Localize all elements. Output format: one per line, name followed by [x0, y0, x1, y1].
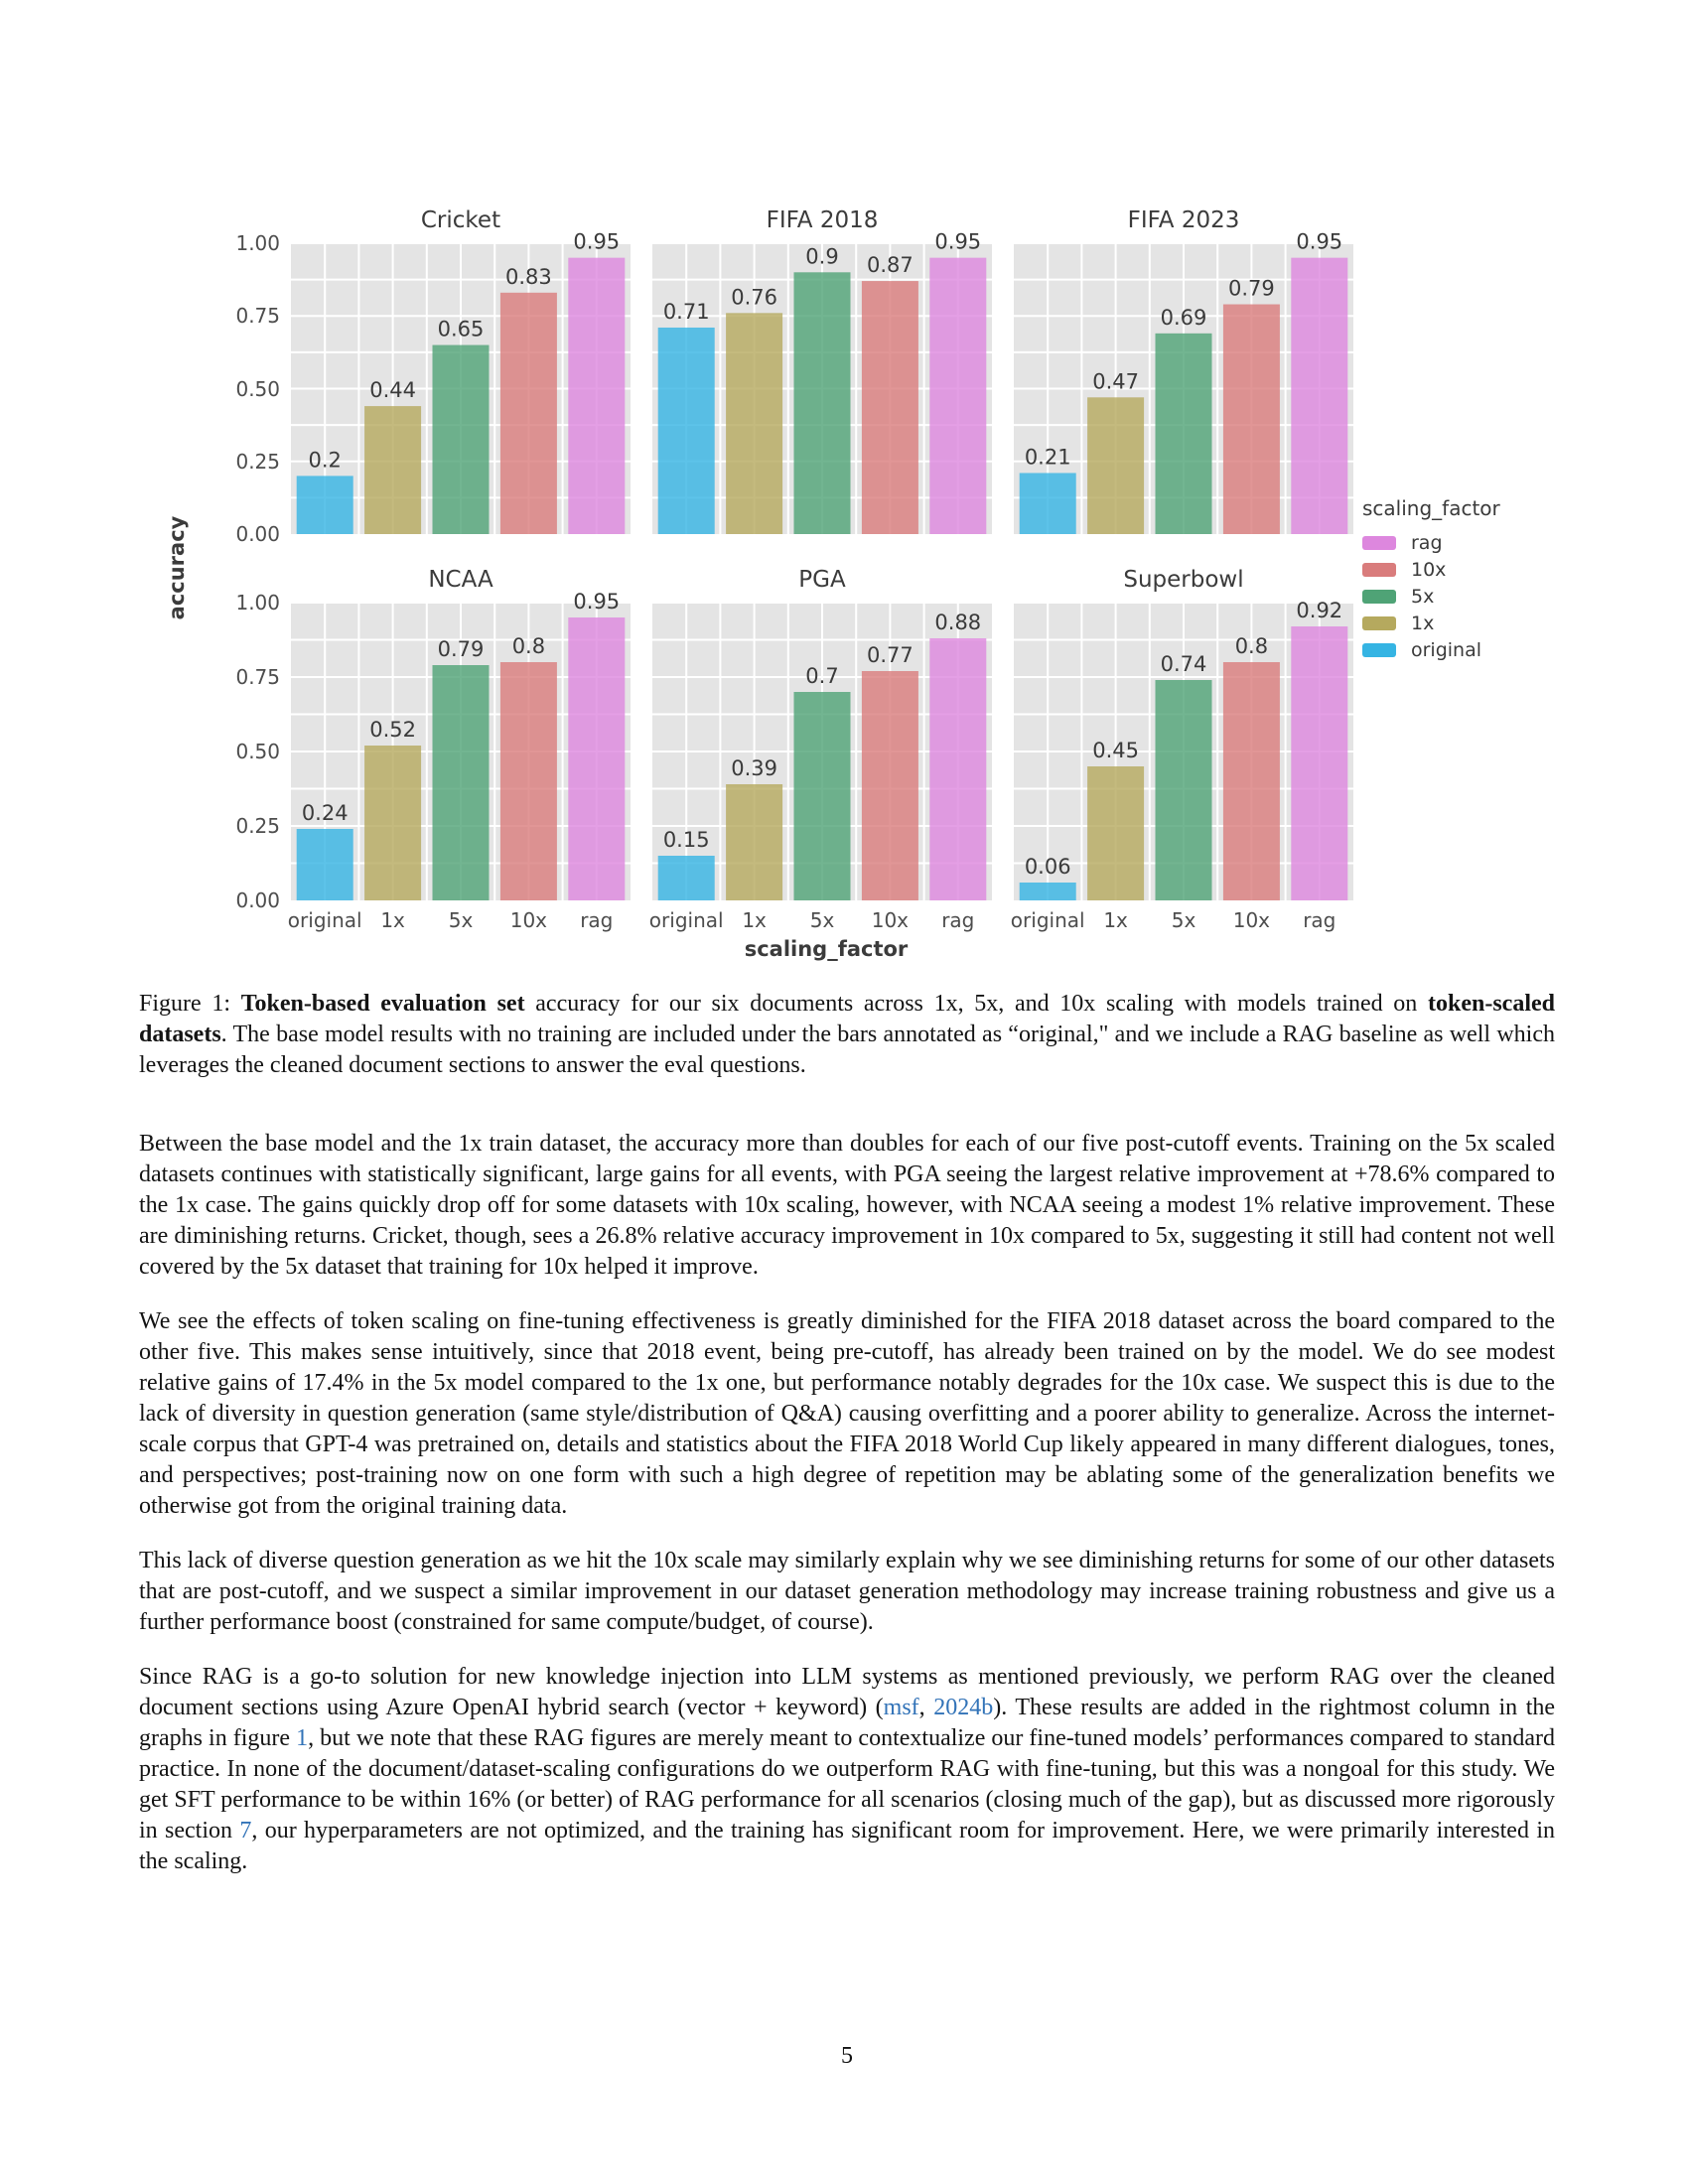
bar-5x: [794, 692, 851, 900]
bar-value-label: 0.87: [867, 253, 914, 278]
bold-text: Token-based evaluation set: [240, 991, 525, 1017]
bar-value-label: 0.92: [1296, 599, 1343, 622]
bar-value-label: 0.95: [573, 229, 621, 254]
bar-5x: [794, 272, 851, 534]
text-run: , our hyperparameters are not optimized, and the training has significant room for improvement. Here, we were primarily interested in the scaling.: [139, 1818, 1555, 1874]
paragraph-4: [139, 1662, 1555, 1877]
bar-value-label: 0.24: [301, 801, 349, 825]
bar-value-label: 0.06: [1024, 855, 1071, 879]
legend-item-1x: [1362, 610, 1500, 636]
bar-value-label: 0.44: [369, 378, 416, 403]
x-tick-label: 5x: [448, 908, 474, 932]
page-number: 5: [841, 2043, 853, 2069]
subplot-title-cricket: Cricket: [420, 207, 501, 233]
bar-original: [297, 476, 353, 534]
y-tick-label: 0.75: [235, 304, 280, 329]
bar-original: [658, 856, 715, 900]
bar-chart-svg: [1014, 599, 1353, 900]
bar-chart-svg: [1014, 229, 1353, 534]
subplot-title-fifa-2023: FIFA 2023: [1127, 207, 1240, 233]
paragraph-2: [139, 1306, 1555, 1522]
bar-chart-svg: [291, 229, 631, 534]
bar-1x: [726, 784, 782, 900]
text-run: Figure 1:: [139, 991, 241, 1017]
legend-item-original: [1362, 636, 1500, 663]
subplot-fifa-2018: [652, 229, 992, 534]
text-run: Between the base model and the 1x train dataset, the accuracy more than doubles for each of our five post-cutoff events. Training on the 5x scaled datasets continues with statistically significant, large gains for all events, with PGA seeing the largest relative improvement at +78.6% compared to the 1x case. The gains quickly drop off for some datasets with 10x scaling, however, with NCAA seeing a modest 1% relative improvement. These are diminishing returns. Cricket, though, sees a 26.8% relative accuracy improvement in 10x compared to 5x, suggesting it still had content not well covered by the 5x dataset that training for 10x helped it improve.: [139, 1131, 1555, 1280]
bar-rag: [568, 258, 625, 534]
legend-label: original: [1411, 638, 1482, 661]
bar-rag: [1291, 626, 1347, 900]
bar-10x: [500, 293, 557, 534]
bar-chart-svg: [291, 590, 631, 900]
text-run: accuracy for our six documents across 1x, 5x, and 10x scaling with models trained on: [524, 991, 1428, 1017]
bar-1x: [1087, 766, 1144, 900]
bar-5x: [433, 345, 490, 534]
bar-value-label: 0.45: [1092, 739, 1139, 762]
bar-value-label: 0.9: [805, 244, 839, 269]
legend-items: [1362, 529, 1500, 663]
legend-title: scaling_factor: [1362, 496, 1500, 520]
legend-item-rag: [1362, 529, 1500, 556]
bar-value-label: 0.7: [805, 664, 839, 688]
bar-rag: [929, 258, 986, 534]
y-tick-label: 1.00: [235, 231, 280, 255]
bar-value-label: 0.95: [1296, 229, 1343, 254]
bar-original: [1020, 473, 1076, 534]
legend-swatch-icon: [1362, 563, 1396, 577]
bar-10x: [862, 671, 918, 900]
bar-10x: [1223, 305, 1280, 534]
paragraph-3: [139, 1546, 1555, 1638]
text-column: [139, 989, 1555, 1901]
bar-value-label: 0.8: [1234, 634, 1269, 658]
bar-value-label: 0.71: [662, 299, 710, 324]
y-tick-label: 1.00: [235, 591, 280, 614]
subplot-title-superbowl: Superbowl: [1123, 567, 1244, 593]
bar-value-label: 0.95: [934, 229, 982, 254]
subplot-title-ncaa: NCAA: [428, 567, 493, 593]
bar-value-label: 0.65: [437, 317, 485, 341]
y-tick-label: 0.00: [235, 522, 280, 546]
y-tick-label: 0.50: [235, 740, 280, 763]
bar-value-label: 0.15: [662, 828, 710, 852]
figure-caption: [139, 989, 1555, 1081]
legend-label: 10x: [1411, 558, 1447, 581]
x-tick-label: rag: [580, 908, 614, 932]
subplot-pga: [652, 603, 992, 900]
bar-10x: [1223, 662, 1280, 900]
bar-value-label: 0.83: [505, 264, 552, 289]
legend-item-10x: [1362, 556, 1500, 583]
x-tick-label: rag: [1303, 908, 1336, 932]
y-tick-label: 0.50: [235, 376, 280, 401]
bar-value-label: 0.79: [437, 637, 485, 661]
bar-value-label: 0.77: [867, 643, 914, 667]
bar-value-label: 0.74: [1160, 652, 1207, 676]
bar-value-label: 0.69: [1160, 305, 1207, 330]
y-tick-label: 0.00: [235, 888, 280, 912]
bar-rag: [568, 617, 625, 900]
bar-value-label: 0.8: [511, 634, 546, 658]
subplot-title-fifa-2018: FIFA 2018: [766, 207, 879, 233]
bar-value-label: 0.79: [1228, 276, 1275, 301]
x-tick-label: 1x: [380, 908, 405, 932]
y-axis-label: accuracy: [165, 515, 189, 620]
bar-original: [658, 328, 715, 534]
bar-chart-svg: [652, 229, 992, 534]
bar-value-label: 0.95: [573, 590, 621, 614]
y-tick-label: 0.25: [235, 814, 280, 838]
x-tick-label: original: [1010, 908, 1085, 932]
bar-value-label: 0.21: [1024, 445, 1071, 470]
legend-swatch-icon: [1362, 536, 1396, 550]
bar-value-label: 0.47: [1092, 369, 1139, 394]
x-tick-label: 1x: [1103, 908, 1128, 932]
x-tick-label: 10x: [509, 908, 548, 932]
bar-rag: [929, 638, 986, 900]
paragraph-1: [139, 1129, 1555, 1283]
x-tick-label: 5x: [809, 908, 835, 932]
x-tick-label: 5x: [1171, 908, 1196, 932]
bar-5x: [1156, 680, 1212, 900]
legend-swatch-icon: [1362, 616, 1396, 630]
x-tick-label: original: [648, 908, 724, 932]
text-run: Since RAG is a go-to solution for new knowledge injection into LLM systems as mentioned previously, we perform RAG over the cleaned document sections using Azure OpenAI hybrid search (vector + keyword) (: [139, 1664, 1555, 1720]
bar-original: [297, 829, 353, 900]
text-run: ). These results are added in the rightmost column in the graphs in figure: [139, 1695, 1556, 1751]
bar-value-label: 0.76: [731, 285, 777, 310]
x-tick-label: 1x: [742, 908, 767, 932]
bar-1x: [364, 406, 421, 534]
subplot-ncaa: [291, 590, 631, 900]
citation-link[interactable]: msf: [883, 1695, 919, 1720]
legend-label: rag: [1411, 531, 1443, 554]
subplot-title-pga: PGA: [798, 567, 846, 593]
bar-1x: [364, 746, 421, 900]
x-tick-label: original: [287, 908, 362, 932]
bar-value-label: 0.88: [934, 611, 982, 634]
x-tick-label: rag: [941, 908, 975, 932]
x-tick-label: 10x: [871, 908, 910, 932]
y-tick-label: 0.75: [235, 665, 280, 689]
subplot-superbowl: [1014, 599, 1353, 900]
text-run: This lack of diverse question generation as we hit the 10x scale may similarly explain why we see diminishing returns for some of our other datasets that are post-cutoff, and we suspect a similar improvement in our dataset generation methodology may increase training robustness and give us a further performance boost (constrained for same compute/budget, of course).: [139, 1548, 1555, 1635]
bar-10x: [862, 281, 918, 534]
text-run: ,: [918, 1695, 934, 1720]
bar-10x: [500, 662, 557, 900]
text-run: , but we note that these RAG figures are merely meant to contextualize our fine-tuned models’ performances compared to standard practice. In none of the document/dataset-scaling configurations do we outperform RAG with fine-tuning, but this was a nongoal for this study. We get SFT performance to be within 16% (or better) of RAG performance for all scenarios (closing much of the gap), but as discussed more rigorously in section: [139, 1725, 1555, 1843]
legend-swatch-icon: [1362, 590, 1396, 604]
bar-5x: [433, 665, 490, 900]
legend-swatch-icon: [1362, 643, 1396, 657]
bold-text: token-scaled datasets: [139, 991, 1555, 1047]
citation-link[interactable]: 2024b: [933, 1695, 994, 1720]
bar-1x: [1087, 397, 1144, 534]
bar-1x: [726, 313, 782, 534]
subplot-fifa-2023: [1014, 229, 1353, 534]
legend-label: 5x: [1411, 585, 1435, 608]
x-tick-label: 10x: [1232, 908, 1271, 932]
text-run: . The base model results with no training are included under the bars annotated as “original," and we include a RAG baseline as well which leverages the cleaned document sections to answer the eval questions.: [139, 1022, 1555, 1078]
legend-item-5x: [1362, 583, 1500, 610]
bar-chart-svg: [652, 603, 992, 900]
bar-rag: [1291, 258, 1347, 534]
citation-link[interactable]: 1: [296, 1725, 309, 1751]
bar-value-label: 0.2: [308, 448, 342, 473]
y-tick-label: 0.25: [235, 449, 280, 474]
legend-label: 1x: [1411, 612, 1435, 634]
legend: [1362, 496, 1500, 663]
bar-value-label: 0.52: [369, 718, 416, 742]
text-run: We see the effects of token scaling on fine-tuning effectiveness is greatly diminished for the FIFA 2018 dataset across the board compared to the other five. This makes sense intuitively, since that 2018 event, being pre-cutoff, has already been trained on by the model. We do see modest relative gains of 17.4% in the 5x model compared to the 1x one, but performance notably degrades for the 10x case. We suspect this is due to the lack of diversity in question generation (same style/distribution of Q&A) causing overfitting and a poorer ability to generalize. Across the internet-scale corpus that GPT-4 was pretrained on, details and statistics about the FIFA 2018 World Cup likely appeared in many different dialogues, tones, and perspectives; post-training now on one form with such a high degree of repetition may be ablating some of the generalization benefits we otherwise got from the original training data.: [139, 1308, 1555, 1519]
x-axis-label: scaling_factor: [744, 937, 909, 961]
subplot-cricket: [291, 229, 631, 534]
bar-5x: [1156, 334, 1212, 534]
bar-original: [1020, 883, 1076, 900]
citation-link[interactable]: 7: [239, 1818, 252, 1843]
bar-value-label: 0.39: [731, 756, 777, 780]
